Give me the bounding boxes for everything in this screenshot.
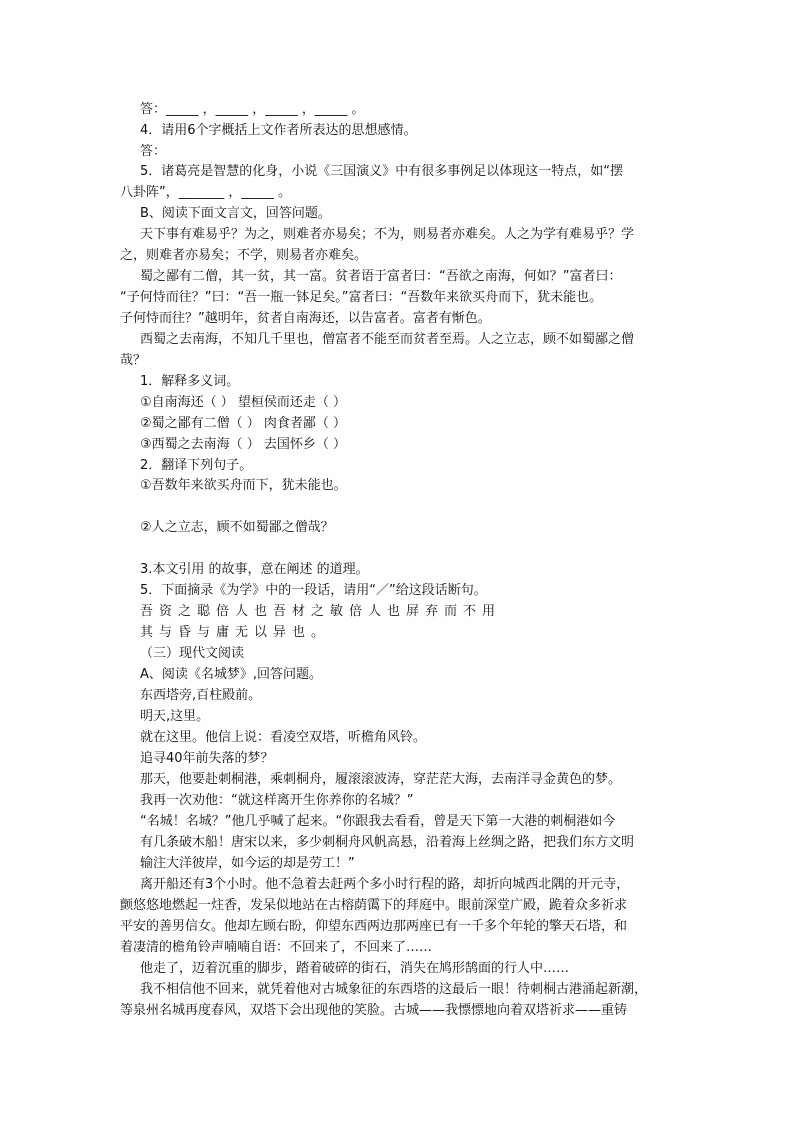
unpunctuated-text-line-2: 其与昏与庸无以异也。 [140,625,331,640]
question-5-punctuation: 5．下面摘录《为学》中的一段话，请用“／”给这段话断句。 [140,583,487,598]
answer-blanks-line: 答：_____ ，_____ ，_____ ，_____ 。 [140,102,365,117]
classical-para-2-line-1: 蜀之鄙有二僧，其一贫，其一富。贫者语于富者曰：“吾欲之南海，何如？”富者曰： [140,269,622,284]
answer-label: 答： [140,144,167,159]
section-3-heading: （三）现代文阅读 [140,646,245,661]
question-1-heading: 1．解释多义词。 [140,374,240,389]
modern-text-line-11: 颤悠悠地燃起一炷香，发呆似地站在古榕荫霭下的拜庭中。眼前深堂广殿，跪着众多祈求 [120,898,628,913]
question-1-item-1: ①自南海还（ ） 望桓侯而还走（ ） [140,395,347,410]
question-2-item-1: ①吾数年来欲买舟而下，犹未能也。 [140,478,347,493]
question-4: 4．请用6个字概括上文作者所表达的思想感情。 [140,123,417,138]
section-b-heading: B、阅读下面文言文，回答问题。 [140,206,331,221]
classical-para-3-line-1: 西蜀之去南海，不知几千里也，僧富者不能至而贫者至焉。人之立志，顾不如蜀鄙之僧 [140,332,635,347]
modern-text-line-15: 我不相信他不回来，就凭着他对古城象征的东西塔的这最后一眼！待刺桐古港涌起新潮， [140,982,648,997]
modern-text-line-2: 明天,这里。 [140,709,210,724]
section-a-heading: A、阅读《名城梦》,回答问题。 [140,667,323,682]
modern-text-line-7: “名城！名城？”他几乎喊了起来。“你跟我去看看，曾是天下第一大港的刺桐港如今 [140,814,616,829]
classical-para-2-line-2: “子何恃而往？”曰：“吾一瓶一钵足矣。”富者曰：“吾数年来欲买舟而下，犹未能也。 [120,290,603,305]
modern-text-line-12: 平安的善男信女。他却左顾右盼，仰望东西两边那两座已有一千多个年轮的擎天石塔，和 [120,919,628,934]
unpunctuated-text-line-1: 吾资之聪倍人也吾材之敏倍人也屏弃而不用 [140,604,502,619]
modern-text-line-3: 就在这里。他信上说：看凌空双塔，听檐角风铃。 [140,730,427,745]
classical-para-2-line-3: 子何恃而往？”越明年，贫者自南海还，以告富者。富者有惭色。 [120,311,491,326]
question-1-item-2: ②蜀之鄙有二僧（ ） 肉食者鄙（ ） [140,416,347,431]
classical-para-1-line-2: 之，则难者亦易矣；不学，则易者亦难矣。 [120,248,368,263]
question-3: 3.本文引用 的故事，意在阐述 的道理。 [140,562,369,577]
modern-text-line-1: 东西塔旁,百柱殿前。 [140,688,262,703]
modern-text-line-8: 有几条破木船！唐宋以来，多少刺桐舟风帆高悬，沿着海上丝绸之路，把我们东方文明 [140,835,635,850]
modern-text-line-13: 着凄清的檐角铃声喃喃自语：不回来了，不回来了…… [120,940,433,955]
classical-para-3-line-2: 哉？ [120,353,147,368]
modern-text-line-10: 离开船还有3个小时。他不急着去赶两个多小时行程的路，却折向城西北隅的开元寺， [140,877,630,892]
modern-text-line-4: 追寻40年前失落的梦？ [140,751,274,766]
modern-text-line-6: 我再一次劝他：“就这样离开生你养你的名城？” [140,793,414,808]
modern-text-line-16: 等泉州名城再度春风，双塔下会出现他的笑脸。古城——我慓慓地向着双塔祈求——重铸 [120,1003,628,1018]
question-2-item-2: ②人之立志，顾不如蜀鄙之僧哉？ [140,520,334,535]
question-1-item-3: ③西蜀之去南海（ ） 去国怀乡（ ） [140,437,347,452]
modern-text-line-5: 那天，他要赴刺桐港，乘刺桐舟，履滚滚波涛，穿茫茫大海，去南洋寻金黄色的梦。 [140,772,622,787]
modern-text-line-9: 输注大洋彼岸，如今运的却是劳工！” [140,856,355,871]
question-5-line-1: 5．诸葛亮是智慧的化身，小说《三国演义》中有很多事例足以体现这一特点，如“摆 [140,164,624,179]
question-5-line-2: 八卦阵”，_______ ，_____ 。 [120,185,291,200]
classical-para-1-line-1: 天下事有难易乎？为之，则难者亦易矣；不为，则易者亦难矣。人之为学有难易乎？学 [140,227,635,242]
question-2-heading: 2．翻译下列句子。 [140,458,253,473]
modern-text-line-14: 他走了，迈着沉重的脚步，踏着破碎的街石，消失在鸠形鹄面的行人中…… [140,961,570,976]
